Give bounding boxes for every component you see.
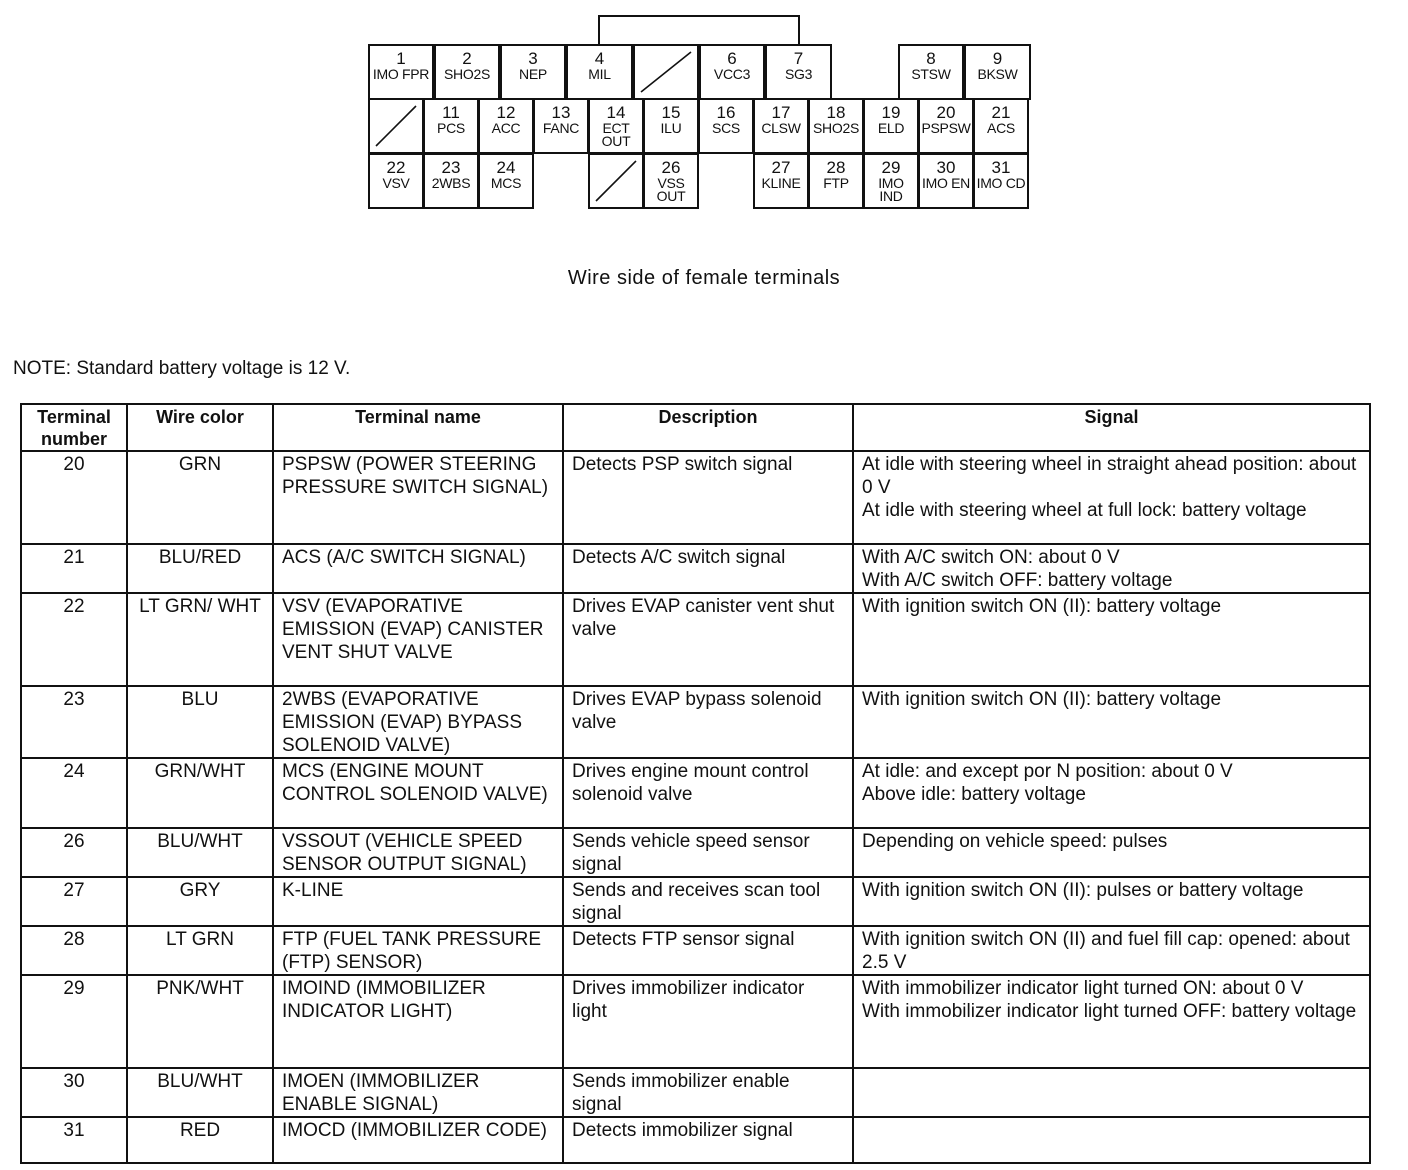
terminal-cell-number: 9 [992,49,1003,68]
table-row [21,544,1370,593]
cell-wire-color: RED [127,1117,273,1163]
terminal-cell-17 [753,98,809,154]
signal-line: With immobilizer indicator light turned ON: about 0 V [862,978,1304,999]
cell-signal [853,877,1370,926]
blocked-slot-icon [590,155,642,207]
terminal-cell-label: ACC [491,120,521,136]
cell-wire-color: BLU/WHT [127,1068,273,1117]
terminal-cell-16 [698,98,754,154]
terminal-cell-23 [423,153,479,209]
terminal-cell-30 [918,153,974,209]
terminal-cell-number: 2 [462,49,472,68]
terminal-cell-number: 13 [551,103,571,122]
terminal-cell-label: VSS OUT [656,175,686,204]
terminal-cell-7 [765,44,832,100]
terminal-cell-label: FANC [542,120,580,136]
cell-wire-color: BLU/RED [127,544,273,593]
cell-terminal-name: VSSOUT (VEHICLE SPEED SENSOR OUTPUT SIGNAL) [273,828,563,877]
diagram-caption: Wire side of female terminals [567,267,841,289]
cell-description: Detects immobilizer signal [563,1117,853,1163]
cell-signal [853,686,1370,758]
table-row [21,593,1370,686]
terminal-cell-15 [643,98,699,154]
cell-description: Sends immobilizer enable signal [563,1068,853,1117]
cell-terminal-name: 2WBS (EVAPORATIVE EMISSION (EVAP) BYPASS SOLENOID VALVE) [273,686,563,758]
cell-terminal-name: FTP (FUEL TANK PRESSURE (FTP) SENSOR) [273,926,563,975]
cell-wire-color: GRN [127,451,273,544]
terminal-cell-22 [368,153,424,209]
cell-description: Drives EVAP bypass solenoid valve [563,686,853,758]
connector-lock-tab [598,15,800,17]
terminal-cell-label: FTP [823,175,849,191]
signal-line: At idle with steering wheel at full lock: battery voltage [862,500,1307,521]
terminal-cell-number: 20 [936,103,956,122]
cell-description: Sends and receives scan tool signal [563,877,853,926]
cell-wire-color: GRY [127,877,273,926]
cell-signal [853,975,1370,1068]
blocked-slot-icon [635,46,697,98]
table-header-row [21,404,1370,451]
cell-signal [853,1068,1370,1117]
terminal-cell-4 [566,44,633,100]
signal-line: At idle: and except por N position: about 0 V [862,761,1233,782]
header-terminal-name: Terminal name [273,404,563,451]
terminal-cell-label: STSW [911,66,951,82]
cell-wire-color: LT GRN [127,926,273,975]
terminal-cell-3 [500,44,566,100]
terminal-cell-label: SG3 [784,66,813,82]
terminal-cell-number: 29 [881,158,901,177]
terminal-cell-number: 8 [926,49,936,68]
terminal-cell-label: PCS [437,120,465,136]
terminal-cell-number: 4 [594,49,605,68]
cell-terminal-name: IMOCD (IMMOBILIZER CODE) [273,1117,563,1163]
table-row [21,877,1370,926]
terminal-cell-number: 3 [528,49,538,68]
terminal-cell-21 [973,98,1029,154]
terminal-cell-label: MCS [490,175,522,191]
terminal-cell-26 [643,153,699,209]
terminal-cell-number: 30 [936,158,956,177]
terminal-table [20,403,1371,1164]
terminal-cell-1 [368,44,434,100]
terminal-cell-label: ACS [987,120,1015,136]
cell-signal [853,1117,1370,1163]
cell-terminal-name: K-LINE [273,877,563,926]
connector-lock-tab [798,15,800,46]
cell-signal [853,828,1370,877]
cell-description: Drives engine mount control solenoid valve [563,758,853,828]
cell-description: Drives immobilizer indicator light [563,975,853,1068]
table-body [21,451,1370,1163]
terminal-cell-number: 7 [793,49,804,68]
empty-terminal-slot [588,153,644,209]
cell-description: Sends vehicle speed sensor signal [563,828,853,877]
header-terminal-number: Terminal number [21,404,127,451]
cell-terminal-number: 27 [21,877,127,926]
cell-terminal-number: 29 [21,975,127,1068]
terminal-cell-number: 28 [826,158,846,177]
terminal-cell-label: IMO FPR [372,66,430,82]
table-row [21,758,1370,828]
empty-terminal-slot [633,44,699,100]
terminal-cell-label: SHO2S [813,120,859,136]
cell-terminal-number: 24 [21,758,127,828]
terminal-cell-number: 14 [606,103,626,122]
terminal-cell-label: SHO2S [444,66,490,82]
cell-terminal-number: 20 [21,451,127,544]
terminal-cell-label: ECT OUT [601,120,631,149]
cell-signal [853,926,1370,975]
terminal-cell-label: VCC3 [713,66,751,82]
terminal-cell-20 [918,98,974,154]
cell-wire-color: BLU [127,686,273,758]
terminal-cell-24 [478,153,534,209]
cell-signal [853,544,1370,593]
header-wire-color: Wire color [127,404,273,451]
cell-wire-color: LT GRN/ WHT [127,593,273,686]
header-description: Description [563,404,853,451]
cell-terminal-number: 31 [21,1117,127,1163]
cell-terminal-name: IMOEN (IMMOBILIZER ENABLE SIGNAL) [273,1068,563,1117]
cell-terminal-number: 22 [21,593,127,686]
signal-line: With ignition switch ON (II): pulses or battery voltage [862,880,1304,901]
cell-terminal-number: 21 [21,544,127,593]
terminal-cell-label: ILU [660,120,682,136]
terminal-cell-number: 21 [991,103,1011,122]
signal-line: Above idle: battery voltage [862,784,1086,805]
signal-line: With ignition switch ON (II): battery voltage [862,596,1222,617]
terminal-cell-label: PSPSW [921,120,971,136]
cell-terminal-name: ACS (A/C SWITCH SIGNAL) [273,544,563,593]
signal-line: With A/C switch ON: about 0 V [862,547,1120,568]
cell-terminal-name: PSPSW (POWER STEERING PRESSURE SWITCH SIGNAL) [273,451,563,544]
terminal-cell-number: 18 [826,103,846,122]
terminal-cell-11 [423,98,479,154]
table-row [21,828,1370,877]
signal-line: With ignition switch ON (II): battery voltage [862,689,1222,710]
terminal-cell-6 [699,44,765,100]
signal-line: At idle with steering wheel in straight ahead position: about 0 V [862,454,1357,498]
table-row [21,975,1370,1068]
cell-terminal-name: MCS (ENGINE MOUNT CONTROL SOLENOID VALVE) [273,758,563,828]
terminal-cell-number: 19 [881,103,901,122]
cell-terminal-name: VSV (EVAPORATIVE EMISSION (EVAP) CANISTER VENT SHUT VALVE [273,593,563,686]
terminal-cell-number: 22 [386,158,406,177]
terminal-cell-29 [863,153,919,209]
terminal-cell-12 [478,98,534,154]
terminal-cell-label: VSV [382,175,410,191]
cell-wire-color: GRN/WHT [127,758,273,828]
table-row [21,686,1370,758]
terminal-cell-31 [973,153,1029,209]
terminal-cell-label: CLSW [761,120,801,136]
signal-line: With A/C switch OFF: battery voltage [862,570,1173,591]
terminal-cell-14 [588,98,644,154]
cell-terminal-number: 26 [21,828,127,877]
terminal-cell-9 [964,44,1031,100]
signal-line: Depending on vehicle speed: pulses [862,831,1168,852]
cell-description: Drives EVAP canister vent shut valve [563,593,853,686]
terminal-cell-number: 11 [442,103,460,122]
terminal-cell-18 [808,98,864,154]
terminal-cell-19 [863,98,919,154]
terminal-cell-2 [434,44,500,100]
terminal-cell-number: 1 [396,49,406,68]
connector-diagram [0,0,1408,220]
cell-terminal-number: 30 [21,1068,127,1117]
empty-terminal-slot [368,98,424,154]
terminal-cell-13 [533,98,589,154]
terminal-cell-number: 26 [661,158,681,177]
table-row [21,1068,1370,1117]
cell-terminal-name: IMOIND (IMMOBILIZER INDICATOR LIGHT) [273,975,563,1068]
connector-lock-tab [598,15,600,46]
table-row [21,926,1370,975]
signal-line: With ignition switch ON (II) and fuel fill cap: opened: about 2.5 V [862,929,1350,973]
terminal-cell-label: IMO IND [878,175,904,204]
cell-description: Detects A/C switch signal [563,544,853,593]
terminal-cell-number: 24 [496,158,516,177]
cell-description: Detects PSP switch signal [563,451,853,544]
terminal-cell-label: MIL [588,66,611,82]
terminal-cell-number: 17 [771,103,791,122]
table-row [21,451,1370,544]
terminal-cell-label: SCS [712,120,740,136]
cell-description: Detects FTP sensor signal [563,926,853,975]
cell-terminal-number: 23 [21,686,127,758]
terminal-cell-number: 31 [991,158,1011,177]
terminal-cell-label: NEP [519,66,547,82]
terminal-cell-label: KLINE [761,175,801,191]
terminal-cell-label: BKSW [977,66,1018,82]
terminal-cell-number: 15 [661,103,681,122]
voltage-note: NOTE: Standard battery voltage is 12 V. [13,358,351,379]
signal-line: With immobilizer indicator light turned OFF: battery voltage [862,1001,1357,1022]
cell-signal [853,451,1370,544]
cell-wire-color: PNK/WHT [127,975,273,1068]
terminal-cell-number: 12 [496,103,516,122]
terminal-cell-label: IMO CD [976,175,1026,191]
table-row [21,1117,1370,1163]
blocked-slot-icon [370,100,422,152]
terminal-cell-label: 2WBS [431,175,471,191]
terminal-cell-label: ELD [877,120,905,136]
terminal-cell-28 [808,153,864,209]
cell-wire-color: BLU/WHT [127,828,273,877]
terminal-cell-number: 6 [727,49,737,68]
terminal-cell-number: 16 [716,103,736,122]
cell-signal [853,593,1370,686]
terminal-cell-label: IMO EN [922,175,970,191]
cell-signal [853,758,1370,828]
cell-terminal-number: 28 [21,926,127,975]
terminal-cell-8 [898,44,964,100]
header-signal: Signal [853,404,1370,451]
terminal-cell-27 [753,153,809,209]
terminal-cell-number: 27 [771,158,791,177]
terminal-cell-number: 23 [441,158,461,177]
